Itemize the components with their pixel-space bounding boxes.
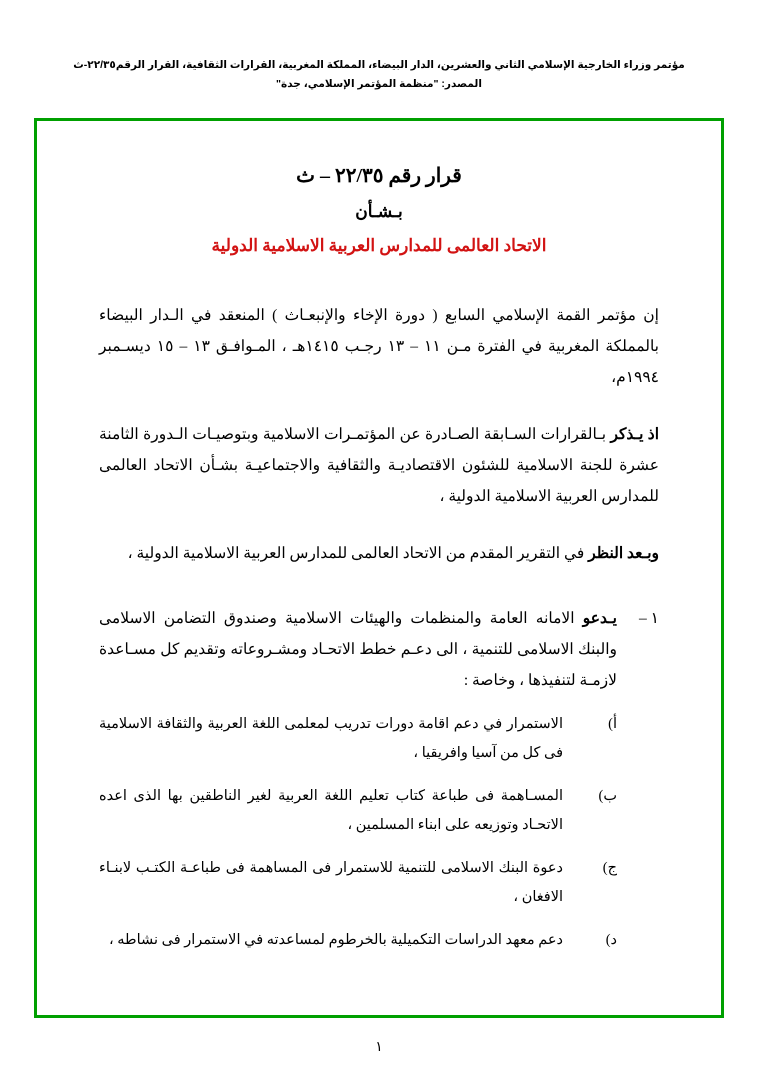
content-frame: [34, 118, 724, 1018]
paragraph-recalling-lead: اذ يـذكر: [610, 426, 659, 443]
subitem-label: د): [605, 932, 617, 948]
resolution-title: قرار رقم ٢٢/٣٥ – ث: [296, 165, 462, 187]
list-item: [99, 710, 659, 768]
subitem-text: دعم معهد الدراسات التكميلية بالخرطوم لمساعدته في الاستمرار فى نشاطه ،: [108, 932, 563, 948]
item-number: ١ –: [639, 610, 659, 627]
paragraph-having-considered-text: في التقرير المقدم من الاتحاد العالمى للمدارس العربية الاسلامية الدولية ،: [127, 545, 589, 562]
document-header: [0, 56, 758, 94]
paragraph-preamble: إن مؤتمر القمة الإسلامي السابع ( دورة الإخاء والإنبعـاث ) المنعقد في الـدار البيضاء بالمملكة المغربية في الفترة مـن ١١ – ١٣ رجـب ١٤١٥هـ ، المـوافـق ١٣ – ١٥ ديسـمبر ١٩٩٤م،: [99, 307, 659, 386]
paragraph-having-considered-lead: وبـعد النظر: [588, 545, 659, 562]
header-line-1: مؤتمر وزراء الخارجية الإسلامي الثاني والعشرين، الدار البيضاء، المملكة المغربية، القرارات الثقافية، القرار الرقم٢٢/٣٥-ث: [73, 59, 685, 71]
header-line-2: المصدر: "منظمة المؤتمر الإسلامي، جدة": [276, 78, 482, 90]
page-number: ١: [375, 1040, 383, 1055]
subitem-label: ج): [602, 860, 617, 876]
list-item: [99, 782, 659, 840]
subitem-label: أ): [608, 716, 617, 732]
item-body: [99, 603, 617, 696]
subitem-text: المسـاهمة فى طباعة كتاب تعليم اللغة العربية لغير الناطقين بها الذى اعده الاتحـاد وتوزيعه على ابناء المسلمين ،: [99, 788, 563, 833]
item-text: الامانه العامة والمنظمات والهيئات الاسلامية وصندوق التضامن الاسلامى والبنك الاسلامى للتنمية ، الى دعـم خطط الاتحـاد ومشـروعاته وتقديم كل مسـاعدة لازمـة لتنفيذها ، وخاصة :: [99, 610, 617, 689]
paragraph-recalling: [99, 419, 659, 512]
content-inner: [37, 121, 721, 1015]
list-item: [99, 926, 659, 955]
numbered-item-1: [99, 603, 659, 696]
paragraph-having-considered: [99, 538, 659, 569]
subitem-text: الاستمرار في دعم اقامة دورات تدريب لمعلمى اللغة العربية والثقافة الاسلامية فى كل من آسيا وافريقيا ،: [99, 716, 563, 761]
title-block: [99, 163, 659, 256]
paragraph-recalling-text: بـالقرارات السـابقة الصـادرة عن المؤتمـرات الاسلامية وبتوصيـات الـدورة الثامنة عشرة للجنة الاسلامية للشئون الاقتصاديـة والثقافية والاجتماعيـة بشـأن الاتحاد العالمى للمدارس العربية الاسلامية الدولية ،: [99, 426, 659, 505]
subitem-label: ب): [598, 788, 617, 804]
item-lead-verb: يـدعو: [582, 610, 617, 627]
resolution-subtitle: بـشـأن: [355, 202, 403, 221]
subitem-text: دعوة البنك الاسلامى للتنمية للاستمرار فى المساهمة فى طباعـة الكتـب لابنـاء الافغان ،: [99, 860, 563, 905]
resolution-topic: الاتحاد العالمى للمدارس العربية الاسلامية الدولية: [211, 236, 547, 255]
list-item: [99, 854, 659, 912]
